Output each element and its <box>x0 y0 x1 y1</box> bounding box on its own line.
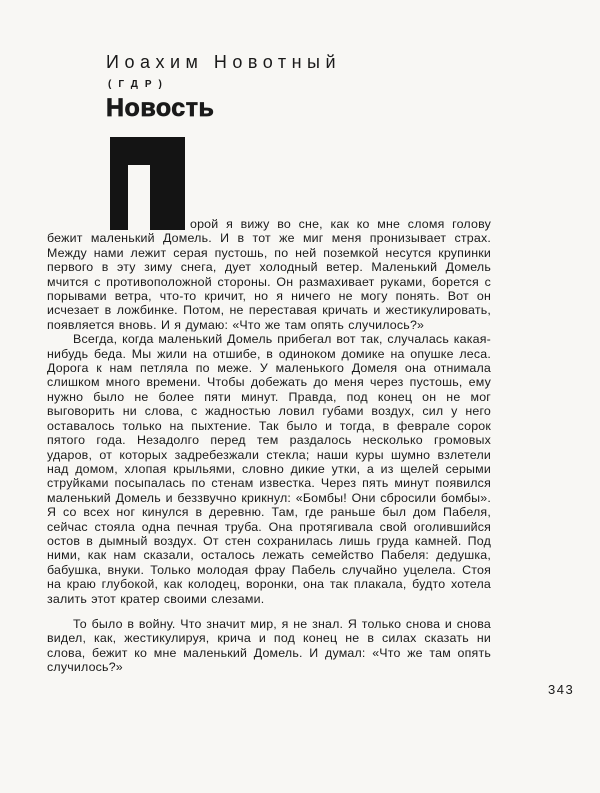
author-country: (ГДР) <box>108 79 169 90</box>
paragraph-1-text: орой я вижу во сне, как ко мне сломя голову бежит маленький Домель. И в тот же миг меня пронизывает страх. Между нами лежит серая пустошь, по ней поземкой несутся крупинки первого в эту зиму снега, дует холодный ветер. Маленький Домель мчится с противоположной стороны. Он размахивает руками, борется с порывами ветра, что-то кричит, но я ничего не могу понять. Вот он исчезает в ложбинке. Потом, не переставая кричать и жестикулировать, появляется вновь. И я думаю: «Что же там опять случилось?» <box>47 217 491 332</box>
story-text <box>47 217 491 675</box>
drop-cap-spacer <box>47 217 190 230</box>
author-name: Иоахим Новотный <box>106 52 342 72</box>
page-number: 343 <box>548 682 575 697</box>
paragraph-3: То было в войну. Что значит мир, я не знал. Я только снова и снова видел, как, жестикулируя, крича и под конец не в силах сказать ни слова, бежит ко мне маленький Домель. И думал: «Что же там опять случилось?» <box>47 616 491 675</box>
paragraph-2: Всегда, когда маленький Домель прибегал вот так, случалась какая-нибудь беда. Мы жили на отшибе, в одиноком домике на опушке леса. Дорога к нам петляла по меже. У маленького Домеля она отнимала слишком много времени. Чтобы добежать до меня через пустошь, ему нужно было не более пяти минут. Правда, под конец он не мог выговорить ни слова, с жадностью ловил губами воздух, сил у него оставалось только на пыхтение. Так было и тогда, в феврале сорок пятого года. Незадолго перед тем раздалось несколько громовых ударов, от которых задребезжали стекла; наши куры шумно взлетели над домом, хлопая крыльями, словно дикие утки, а из щелей серыми струйками посыпалась по стенам известка. Через пять минут появился маленький Домель и беззвучно крикнул: «Бомбы! Они сбросили бомбы». Я со всех ног кинулся в деревню. Там, где раньше был дом Пабеля, сейчас стояла одна печная труба. Она протягивала свой оголившийся остов в дымный воздух. От стен сохранилась лишь груда камней. Под ними, как нам сказали, осталось лежать семейство Пабеля: дедушка, бабушка, внуки. Только молодая фрау Пабель случайно уцелела. Стоя на краю глубокой, как колодец, воронки, она так плакала, будто хотела залить этот кратер своими слезами. <box>47 332 491 606</box>
story-title: Новость <box>106 94 215 122</box>
paragraph-1 <box>47 217 491 332</box>
